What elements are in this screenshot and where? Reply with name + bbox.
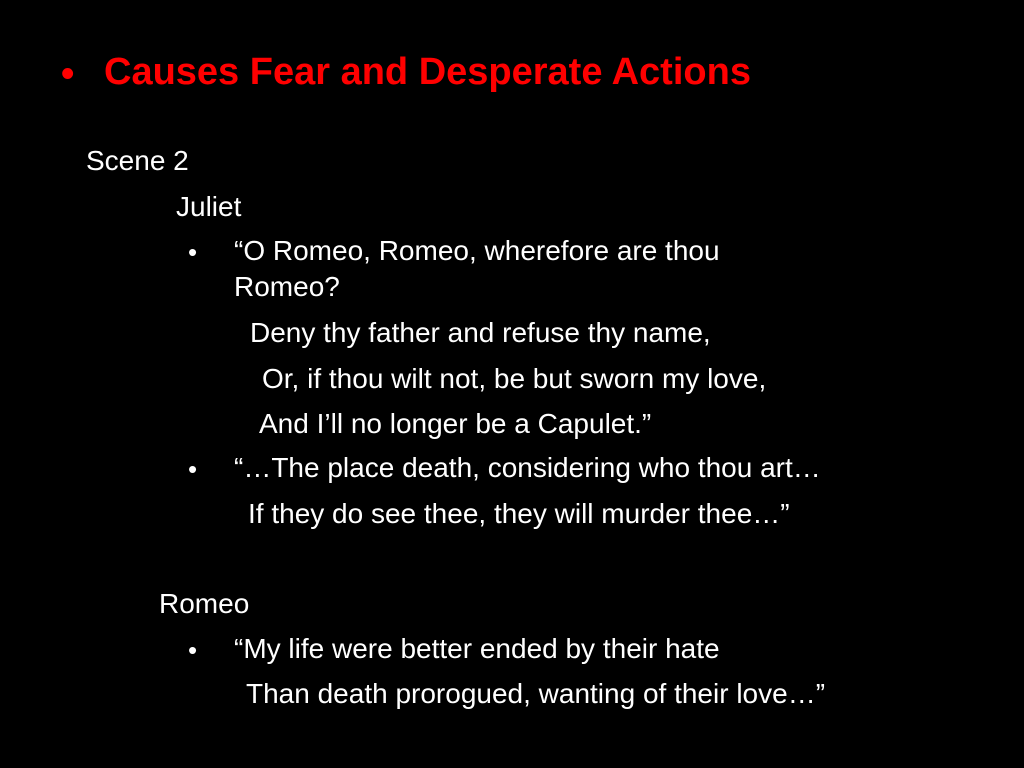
romeo-quote-1-line-1: “My life were better ended by their hate <box>234 633 720 664</box>
juliet-quote-1-line-4: Or, if thou wilt not, be but sworn my love, <box>262 363 767 394</box>
slide-title: Causes Fear and Desperate Actions <box>104 51 751 93</box>
juliet-quote-1-line-2: Romeo? <box>234 271 340 302</box>
juliet-quote-1-line-1: “O Romeo, Romeo, wherefore are thou <box>234 235 720 266</box>
speaker-romeo: Romeo <box>159 588 250 619</box>
bullet-juliet-quote-1: • <box>188 237 198 267</box>
bullet-romeo-quote-1: • <box>188 635 198 665</box>
scene-heading: Scene 2 <box>86 145 189 176</box>
juliet-quote-1-line-3: Deny thy father and refuse thy name, <box>250 317 711 348</box>
title-bullet: • <box>61 53 75 95</box>
bullet-juliet-quote-2: • <box>188 454 198 484</box>
juliet-quote-2-line-2: If they do see thee, they will murder thee…” <box>248 498 790 529</box>
juliet-quote-2-line-1: “…The place death, considering who thou art… <box>234 452 821 483</box>
romeo-quote-1-line-2: Than death prorogued, wanting of their love…” <box>246 678 826 709</box>
speaker-juliet: Juliet <box>176 191 242 222</box>
juliet-quote-1-line-5: And I’ll no longer be a Capulet.” <box>259 408 652 439</box>
